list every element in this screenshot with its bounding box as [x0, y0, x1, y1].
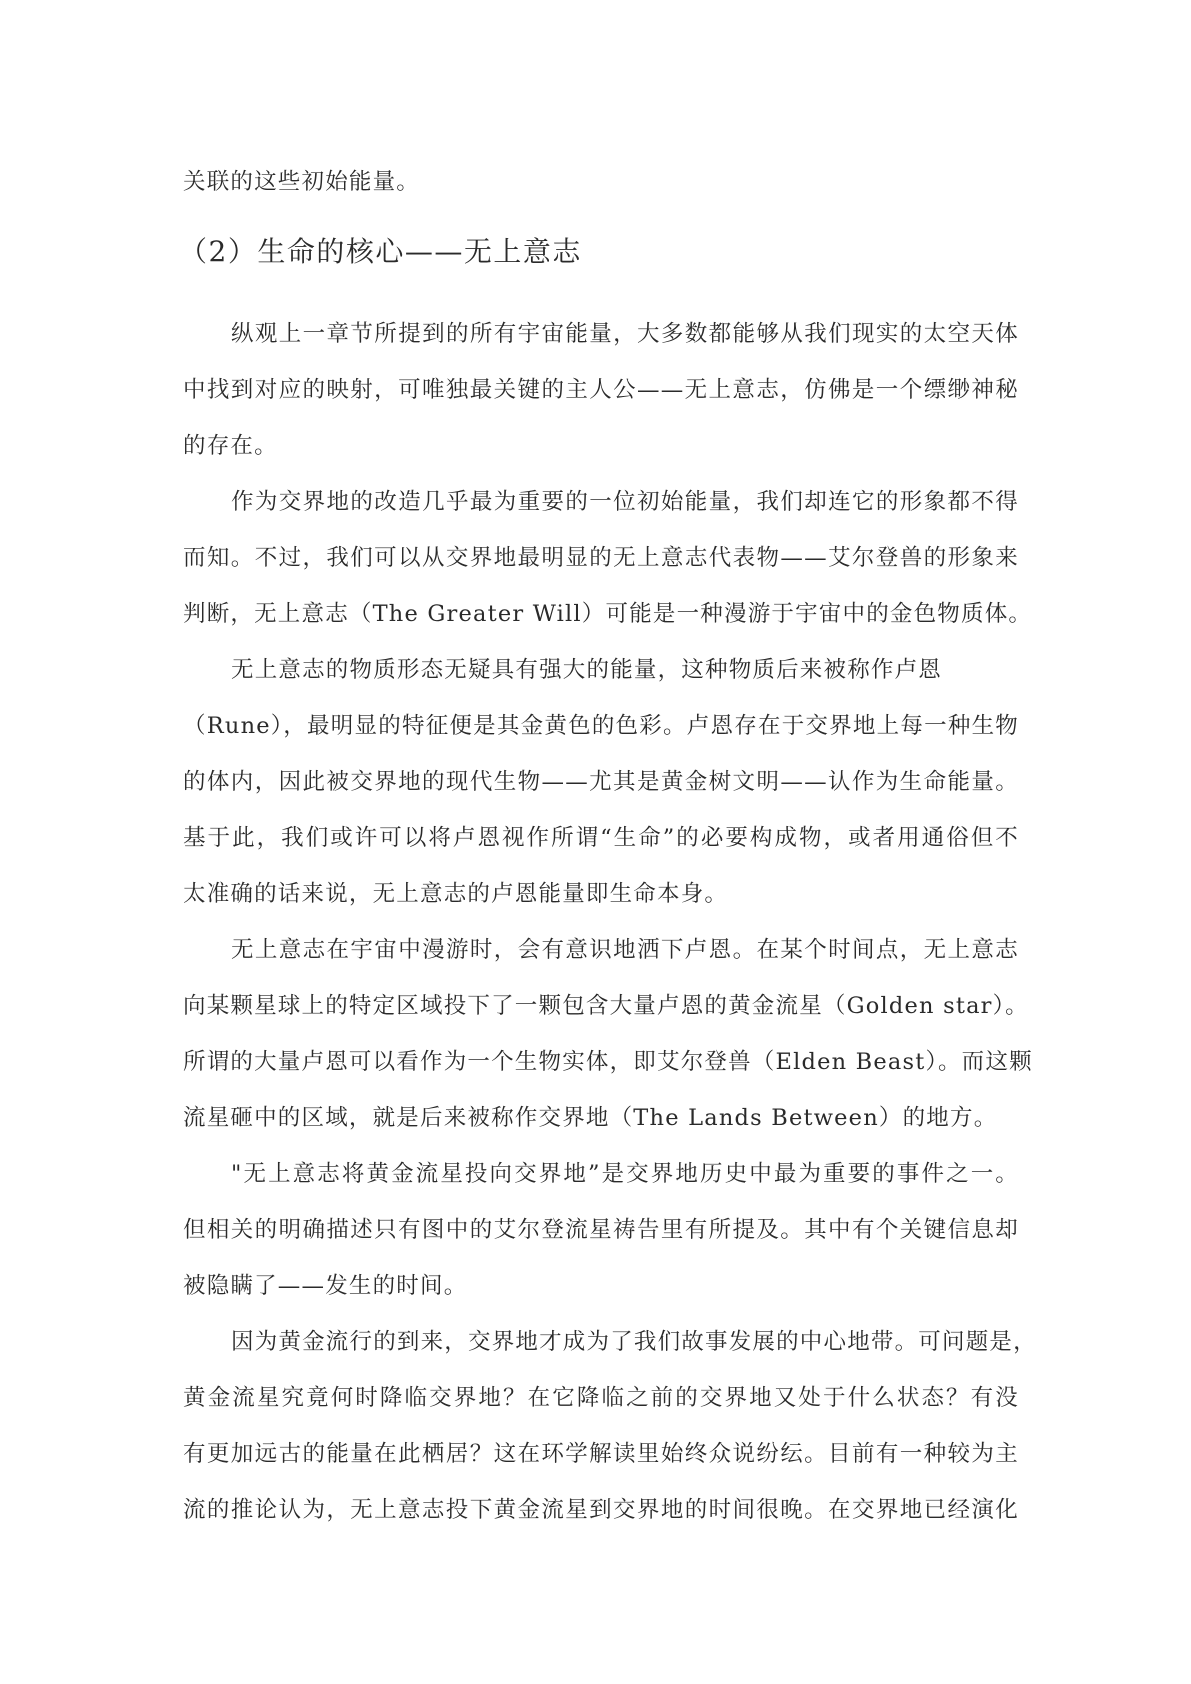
paragraph-line: 的存在。 — [183, 433, 278, 459]
paragraph-line: 流的推论认为，无上意志投下黄金流星到交界地的时间很晚。在交界地已经演化 — [183, 1497, 1019, 1523]
paragraph-line: （Rune），最明显的特征便是其金黄色的色彩。卢恩存在于交界地上每一种生物 — [183, 713, 1019, 739]
section-heading: （2）生命的核心——无上意志 — [179, 235, 582, 268]
paragraph-line: 太准确的话来说，无上意志的卢恩能量即生命本身。 — [183, 881, 729, 907]
paragraph-line: 判断，无上意志（The Greater Will）可能是一种漫游于宇宙中的金色物质体。 — [183, 601, 1033, 627]
paragraph-line: 中找到对应的映射，可唯独最关键的主人公——无上意志，仿佛是一个缥缈神秘 — [183, 377, 1019, 403]
paragraph-line: 纵观上一章节所提到的所有宇宙能量，大多数都能够从我们现实的太空天体 — [231, 321, 1019, 347]
page-content — [179, 154, 1037, 1538]
continuation-line: 关联的这些初始能量。 — [183, 169, 421, 195]
paragraph — [183, 1314, 1037, 1538]
paragraph-line: 因为黄金流行的到来，交界地才成为了我们故事发展的中心地带。可问题是， — [231, 1329, 1037, 1355]
paragraph-line: 有更加远古的能量在此栖居？这在环学解读里始终众说纷纭。目前有一种较为主 — [183, 1441, 1019, 1467]
paragraph-line: "无上意志将黄金流星投向交界地”是交界地历史中最为重要的事件之一。 — [231, 1161, 1019, 1187]
paragraph-line: 作为交界地的改造几乎最为重要的一位初始能量，我们却连它的形象都不得 — [231, 489, 1019, 515]
paragraph-line: 所谓的大量卢恩可以看作为一个生物实体，即艾尔登兽（Elden Beast）。而这颗 — [183, 1049, 1033, 1075]
paragraph-line: 但相关的明确描述只有图中的艾尔登流星祷告里有所提及。其中有个关键信息却 — [183, 1217, 1019, 1243]
paragraph — [183, 306, 1019, 474]
paragraph — [183, 1146, 1019, 1314]
paragraph — [183, 642, 1019, 922]
paragraph — [183, 922, 1033, 1146]
paragraph-line: 基于此，我们或许可以将卢恩视作所谓“生命”的必要构成物，或者用通俗但不 — [183, 825, 1019, 851]
paragraph-line: 黄金流星究竟何时降临交界地？在它降临之前的交界地又处于什么状态？有没 — [183, 1385, 1019, 1411]
paragraph-line: 的体内，因此被交界地的现代生物——尤其是黄金树文明——认作为生命能量。 — [183, 769, 1019, 795]
paragraph-line: 无上意志的物质形态无疑具有强大的能量，这种物质后来被称作卢恩 — [231, 657, 943, 683]
paragraph-line: 而知。不过，我们可以从交界地最明显的无上意志代表物——艾尔登兽的形象来 — [183, 545, 1019, 571]
paragraph-line: 向某颗星球上的特定区域投下了一颗包含大量卢恩的黄金流星（Golden star）。 — [183, 993, 1029, 1019]
paragraph-line: 流星砸中的区域，就是后来被称作交界地（The Lands Between）的地方。 — [183, 1105, 998, 1131]
paragraph-line: 无上意志在宇宙中漫游时，会有意识地洒下卢恩。在某个时间点，无上意志 — [231, 937, 1019, 963]
paragraph — [183, 474, 1033, 642]
paragraph-line: 被隐瞒了——发生的时间。 — [183, 1273, 468, 1299]
